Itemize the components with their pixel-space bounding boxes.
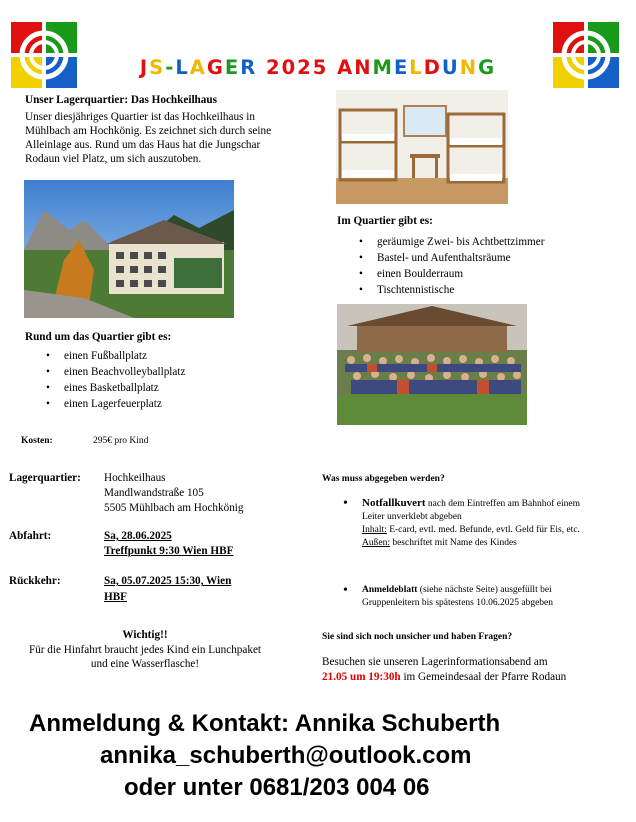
list-item: • Tischtennistische (359, 282, 609, 298)
abfahrt-date: Sa, 28.06.2025 (104, 530, 172, 542)
room-photo (336, 90, 508, 204)
kosten-label: Kosten: (21, 436, 53, 446)
title-letter: U (441, 56, 460, 79)
list-item: • einen Fußballplatz (46, 348, 266, 364)
rueckkehr-station: HBF (104, 591, 127, 603)
im-quartier-list (359, 234, 609, 298)
list-item: • Bastel- und Aufenthaltsräume (359, 250, 609, 266)
abfahrt-meeting: Treffpunkt 9:30 Wien HBF (104, 545, 234, 557)
title-letter: A (189, 56, 207, 79)
title-letter (328, 56, 337, 79)
rund-um-list (46, 348, 266, 412)
title-letter: M (372, 56, 394, 79)
list-item: • einen Lagerfeuerplatz (46, 396, 266, 412)
title-letter: G (206, 56, 225, 79)
abgeben-item-notfall: Notfallkuvert nach dem Eintreffen am Bahnhof einem Leiter unverklebt abgeben Inhalt: E-card, evtl. med. Befunde, evtl. Geld für Eis, etc. Außen: beschriftet mit Name des Kindes (362, 497, 580, 548)
title-letter: E (224, 56, 241, 79)
title-letter: - (165, 56, 176, 79)
lagerquartier-line3: 5505 Mühlbach am Hochkönig (104, 502, 244, 514)
bullet-icon: • (343, 496, 348, 511)
rueckkehr-label: Rückkehr: (9, 575, 61, 587)
title-letter: 5 (312, 56, 329, 79)
abfahrt-label: Abfahrt: (9, 530, 52, 542)
title-letter: N (459, 56, 479, 79)
wichtig-line1: Für die Hinfahrt braucht jedes Kind ein Lunchpaket (28, 644, 262, 656)
list-item: • eines Basketballplatz (46, 380, 266, 396)
title-letter: L (409, 56, 424, 79)
title-letter: R (240, 56, 258, 79)
group-photo (337, 304, 527, 425)
lagerquartier-label: Lagerquartier: (9, 472, 81, 484)
list-item: • einen Boulderraum (359, 266, 609, 282)
title-letter (257, 56, 266, 79)
title-letter: 2 (297, 56, 313, 79)
list-item: • geräumige Zwei- bis Achtbettzimmer (359, 234, 609, 250)
lagerquartier-line2: Mandlwandstraße 105 (104, 487, 204, 499)
abgeben-item-anmeldeblatt: Anmeldeblatt (siehe nächste Seite) ausgefüllt bei Gruppenleitern bis spätestens 10.06.2025 abgeben (362, 585, 554, 608)
title-letter: J (139, 56, 150, 79)
rund-um-heading: Rund um das Quartier gibt es: (25, 331, 172, 343)
rueckkehr-date: Sa, 05.07.2025 15:30, Wien (104, 575, 232, 587)
im-quartier-heading: Im Quartier gibt es: (337, 215, 433, 227)
title-letter: E (393, 56, 410, 79)
kosten-value: 295€ pro Kind (93, 436, 149, 446)
fragen-text: Besuchen sie unseren Lagerinformationsabend am 21.05 um 19:30h im Gemeindesaal der Pfarre Rodaun (322, 656, 567, 683)
title-letter: 2 (266, 56, 282, 79)
title-letter: G (478, 56, 497, 79)
title-letter: S (149, 56, 166, 79)
title-letter: N (354, 56, 373, 79)
page-title (0, 56, 636, 79)
contact-email: annika_schuberth@outlook.com (100, 742, 472, 769)
wichtig-heading: Wichtig!! (122, 629, 168, 641)
lagerquartier-line1: Hochkeilhaus (104, 472, 166, 484)
title-letter: A (337, 56, 355, 79)
wichtig-line2: und eine Wasserflasche! (90, 658, 200, 670)
quartier-heading: Unser Lagerquartier: Das Hochkeilhaus (25, 94, 217, 106)
abgeben-heading: Was muss abgegeben werden? (322, 474, 445, 484)
contact-line1: Anmeldung & Kontakt: Annika Schuberth (29, 710, 501, 737)
quartier-text: Unser diesjähriges Quartier ist das Hochkeilhaus in Mühlbach am Hochkönig. Es zeichnet sich durch seine Alleinlage aus. Rund um das Haus hat die Jungschar Rodaun viel Platz, um sich auszutoben. (25, 111, 272, 165)
title-letter: 0 (281, 56, 298, 79)
title-letter: L (175, 56, 190, 79)
list-item: • einen Beachvolleyballplatz (46, 364, 266, 380)
house-photo (24, 180, 234, 318)
fragen-heading: Sie sind sich noch unsicher und haben Fragen? (322, 632, 513, 642)
title-letter: D (423, 56, 442, 79)
bullet-icon: • (343, 583, 348, 598)
contact-phone: oder unter 0681/203 004 06 (124, 774, 430, 801)
